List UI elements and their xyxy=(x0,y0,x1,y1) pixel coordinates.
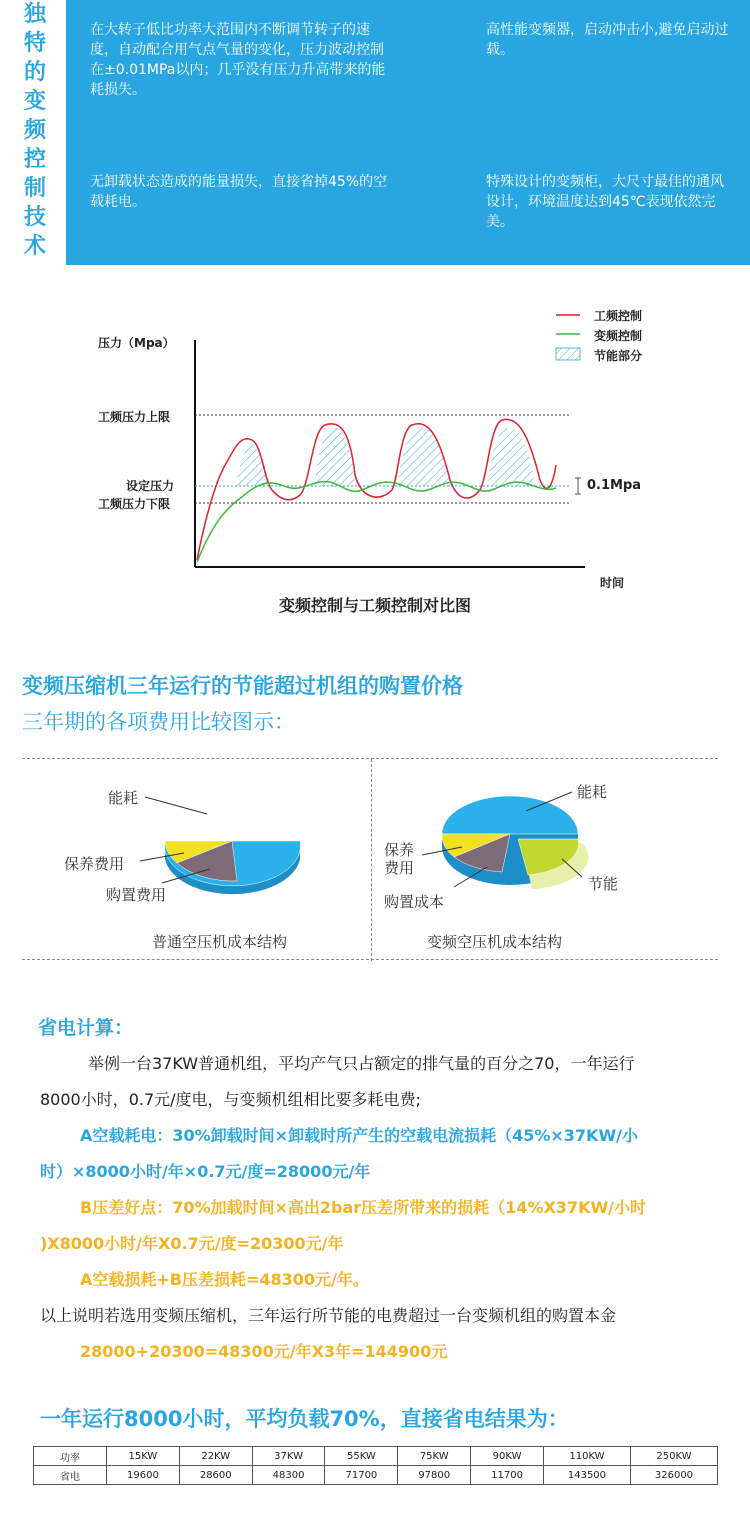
cost-structure-pies xyxy=(22,758,718,960)
table-cell: 15KW xyxy=(107,1447,180,1466)
table-cell: 75KW xyxy=(398,1447,471,1466)
table-cell: 326000 xyxy=(630,1466,717,1485)
right-pie-energy xyxy=(442,796,578,834)
chart1-ylabel: 压力（Mpa） xyxy=(98,336,175,350)
table-cell: 71700 xyxy=(325,1466,398,1485)
right-pie-label-maint-1: 保养 xyxy=(384,841,415,859)
banner-side xyxy=(0,0,66,265)
table-cell: 37KW xyxy=(252,1447,325,1466)
calc-title: 省电计算： xyxy=(38,1017,134,1039)
saving-area-1 xyxy=(236,444,270,486)
legend-hatch-swatch xyxy=(556,348,580,360)
set-pressure-label: 设定压力 xyxy=(126,479,175,493)
calc-conclusion: 以上说明若选用变频压缩机，三年运行所节能的电费超过一台变频机组的购置本金 xyxy=(40,1306,617,1325)
calc-a-1: A空载耗电：30%卸载时间×卸载时所产生的空载电流损耗（45%×37KW/小 xyxy=(80,1126,638,1145)
result-table xyxy=(33,1446,718,1485)
right-pie-label-energy: 能耗 xyxy=(577,783,608,801)
table-row-power xyxy=(34,1447,718,1466)
power-row-label: 功率 xyxy=(34,1447,107,1466)
feature-text-4: 特殊设计的变频柜，大尺寸最佳的通风设计，环境温度达到45℃表现依然完美。 xyxy=(486,174,724,230)
feature-text-2: 高性能变频器，启动冲击小,避免启动过载。 xyxy=(486,22,729,58)
right-pie-label-purchase: 购置成本 xyxy=(384,893,445,911)
chart1-xlabel: 时间 xyxy=(600,576,625,590)
feature-text-3: 无卸载状态造成的能量损失，直接省掉45%的空载耗电。 xyxy=(90,174,388,210)
banner-side-title: 独特的变频控制技术 xyxy=(23,2,46,259)
calc-intro-1: 举例一台37KW普通机组，平均产气只占额定的排气量的百分之70，一年运行 xyxy=(88,1054,635,1073)
table-cell: 250KW xyxy=(630,1447,717,1466)
calc-intro-2: 8000小时，0.7元/度电，与变频机组相比要多耗电费; xyxy=(40,1090,421,1109)
legend-label-variable-freq: 变频控制 xyxy=(594,329,643,343)
calc-ab: A空载损耗+B压差损耗=48300元/年。 xyxy=(80,1270,369,1289)
section2-heading: 变频压缩机三年运行的节能超过机组的购置价格 xyxy=(22,674,463,698)
calc-total: 28000+20300=48300元/年X3年=144900元 xyxy=(80,1342,448,1361)
table-cell: 48300 xyxy=(252,1466,325,1485)
legend-label-saving: 节能部分 xyxy=(594,349,643,363)
section2-subheading: 三年期的各项费用比较图示： xyxy=(22,710,295,734)
legend-label-power-freq: 工频控制 xyxy=(594,309,643,323)
delta-label: 0.1Mpa xyxy=(587,478,642,493)
banner-main xyxy=(66,0,750,265)
right-pie-label-saving: 节能 xyxy=(588,875,619,893)
left-pie-label-maint: 保养费用 xyxy=(64,855,125,873)
result-title: 一年运行8000小时，平均负载70%，直接省电结果为： xyxy=(40,1407,569,1431)
calc-b-2: )X8000小时/年X0.7元/度=20300元/年 xyxy=(40,1234,344,1253)
feature-banner xyxy=(0,0,750,265)
left-pie-caption: 普通空压机成本结构 xyxy=(152,933,288,951)
table-cell: 19600 xyxy=(107,1466,180,1485)
left-pie-label-purchase: 购置费用 xyxy=(106,886,167,904)
left-pie-label-energy: 能耗 xyxy=(108,789,139,807)
table-cell: 28600 xyxy=(179,1466,252,1485)
feature-text-1: 在大转子低比功率大范围内不断调节转子的速度，自动配合用气点气量的变化，压力波动控制在±0.01MPa以内；几乎没有压力升高带来的能耗损失。 xyxy=(90,22,386,98)
table-cell: 11700 xyxy=(471,1466,544,1485)
table-cell: 22KW xyxy=(179,1447,252,1466)
variable-freq-line xyxy=(197,482,556,562)
right-pie xyxy=(422,792,588,889)
right-pie-caption: 变频空压机成本结构 xyxy=(427,933,563,951)
lower-limit-label: 工频压力下限 xyxy=(98,497,171,511)
saving-area-2 xyxy=(315,428,355,487)
chart1-title: 变频控制与工频控制对比图 xyxy=(278,596,471,615)
saving-area-3 xyxy=(398,428,450,487)
table-cell: 97800 xyxy=(398,1466,471,1485)
table-row-saving xyxy=(34,1466,718,1485)
calc-b-1: B压差好点：70%加载时间×高出2bar压差所带来的损耗（14%X37KW/小时 xyxy=(80,1198,646,1217)
calc-a-2: 时）×8000小时/年×0.7元/度=28000元/年 xyxy=(40,1162,371,1181)
upper-limit-label: 工频压力上限 xyxy=(98,410,171,424)
saving-row-label: 省电 xyxy=(34,1466,107,1485)
pressure-comparison-chart xyxy=(0,290,750,630)
table-cell: 55KW xyxy=(325,1447,398,1466)
saving-area-4 xyxy=(488,428,535,487)
table-cell: 90KW xyxy=(471,1447,544,1466)
right-pie-label-maint-2: 费用 xyxy=(384,859,415,877)
table-cell: 143500 xyxy=(543,1466,630,1485)
table-cell: 110KW xyxy=(543,1447,630,1466)
left-pie xyxy=(140,797,301,894)
